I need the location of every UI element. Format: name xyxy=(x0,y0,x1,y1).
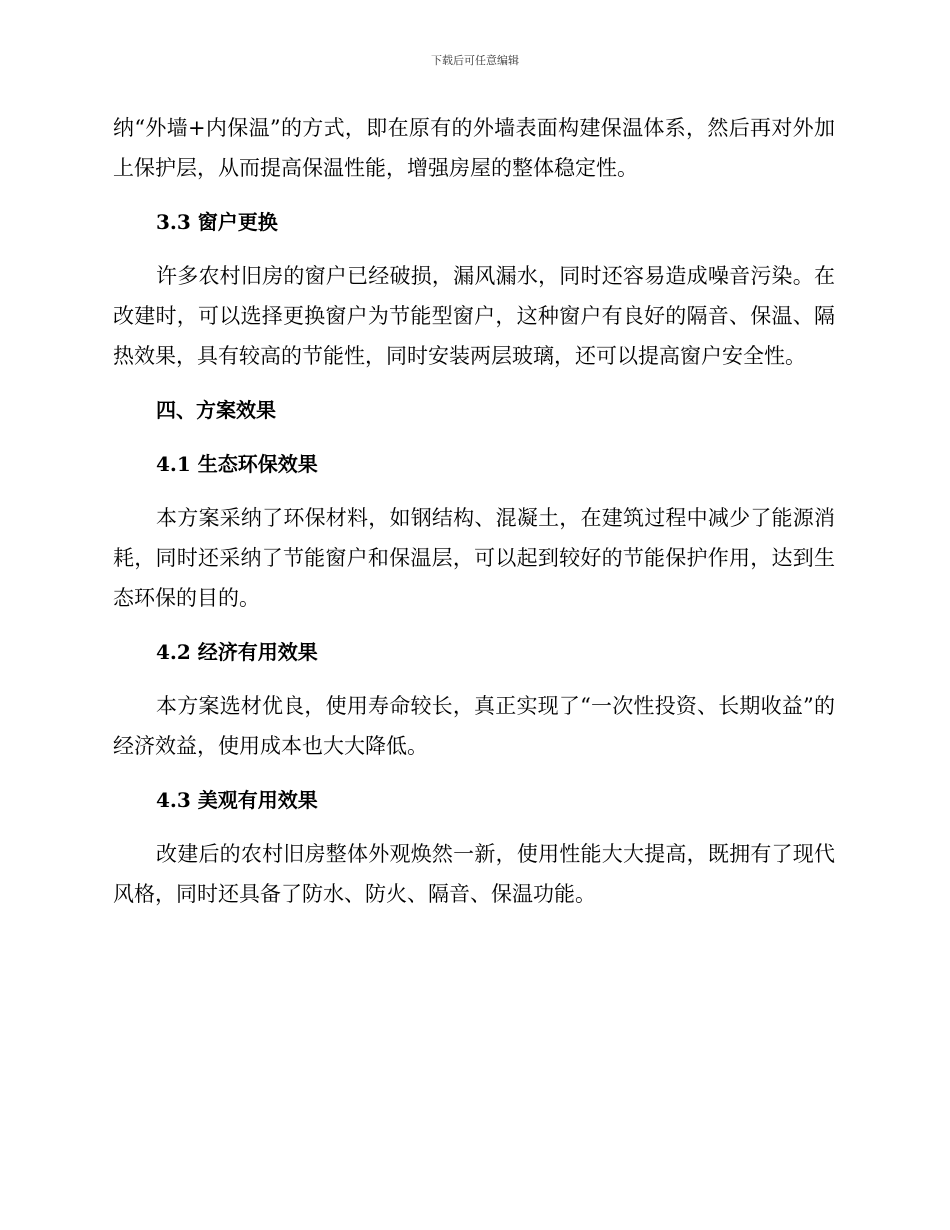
section-heading-4-3: 4.3 美观有用效果 xyxy=(156,788,318,812)
document-body xyxy=(113,108,835,928)
paragraph-4-3: 改建后的农村旧房整体外观焕然一新，使用性能大大提高，既拥有了现代风格，同时还具备了防水、防火、隔音、保温功能。 xyxy=(113,842,835,906)
paragraph-3-3: 许多农村旧房的窗户已经破损，漏风漏水，同时还容易造成噪音污染。在改建时，可以选择更换窗户为节能型窗户，这种窗户有良好的隔音、保温、隔热效果，具有较高的节能性，同时安装两层玻璃，还可以提高窗户安全性。 xyxy=(113,264,835,368)
paragraph-intro: 纳“外墙+内保温”的方式，即在原有的外墙表面构建保温体系，然后再对外加上保护层，从而提高保温性能，增强房屋的整体稳定性。 xyxy=(113,116,835,180)
section-heading-4: 四、方案效果 xyxy=(156,398,276,422)
section-heading-4-1: 4.1 生态环保效果 xyxy=(156,452,318,476)
section-heading-3-3: 3.3 窗户更换 xyxy=(156,210,278,234)
page-header: 下载后可任意编辑 xyxy=(431,54,519,67)
section-heading-4-2: 4.2 经济有用效果 xyxy=(156,640,318,664)
paragraph-4-2: 本方案选材优良，使用寿命较长，真正实现了“一次性投资、长期收益”的经济效益，使用成本也大大降低。 xyxy=(113,694,835,758)
paragraph-4-1: 本方案采纳了环保材料，如钢结构、混凝土，在建筑过程中减少了能源消耗，同时还采纳了节能窗户和保温层，可以起到较好的节能保护作用，达到生态环保的目的。 xyxy=(113,506,835,610)
